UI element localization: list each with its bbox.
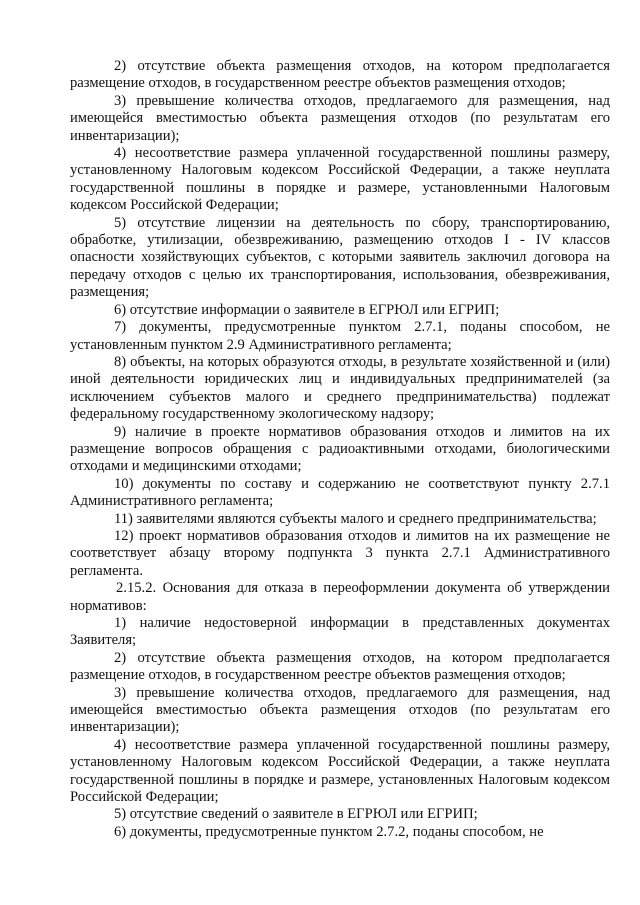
list-item: 4) несоответствие размера уплаченной государственной пошлины размеру, установленному Налоговым кодексом Российской Федерации, а также неуплата государственной пошлины в порядке и размере, установленными Налоговым кодексом Российской Федерации; (70, 145, 610, 214)
list-item: 6) отсутствие информации о заявителе в ЕГРЮЛ или ЕГРИП; (114, 301, 500, 318)
list-item: 7) документы, предусмотренные пунктом 2.7.1, поданы способом, не установленным пунктом 2.9 Административного регламента; (70, 319, 610, 353)
list-item: 10) документы по составу и содержанию не соответствуют пункту 2.7.1 Административного регламента; (70, 475, 610, 510)
list-item: 2) отсутствие объекта размещения отходов, на котором предполагается размещение отходов, в государственном реестре объектов размещения отходов; (70, 58, 610, 92)
section-heading: 2.15.2. Основания для отказа в переоформлении документа об утверждении нормативов: (70, 580, 610, 614)
list-item: 5) отсутствие лицензии на деятельность по сбору, транспортированию, обработке, утилизации, обезвреживанию, размещению отходов I - IV классов опасности хозяйствующих субъектов, с которыми заявитель заключил договора на передачу отходов с целью их транспортирования, использования, обезвреживания, размещения; (70, 214, 610, 301)
list-item: 11) заявителями являются субъекты малого и среднего предпринимательства; (114, 510, 597, 527)
list-item: 5) отсутствие сведений о заявителе в ЕГРЮЛ или ЕГРИП; (114, 806, 478, 823)
list-item: 9) наличие в проекте нормативов образования отходов и лимитов на их размещение вопросов обращения с радиоактивными отходами, биологическими отходами и медицинскими отходами; (70, 423, 610, 475)
list-item: 6) документы, предусмотренные пунктом 2.7.2, поданы способом, не (114, 823, 544, 840)
list-item: 12) проект нормативов образования отходов и лимитов на их размещение не соответствует абзацу второму подпункта 3 пункта 2.7.1 Административного регламента. (70, 527, 610, 579)
list-item: 2) отсутствие объекта размещения отходов, на котором предполагается размещение отходов, в государственном реестре объектов размещения отходов; (70, 649, 610, 684)
list-item: 1) наличие недостоверной информации в представленных документах Заявителя; (70, 615, 610, 649)
list-item: 3) превышение количества отходов, предлагаемого для размещения, над имеющейся вместимостью объекта размещения отходов (по результатам его инвентаризации); (70, 92, 610, 144)
list-item: 8) объекты, на которых образуются отходы, в результате хозяйственной и (или) иной деятельности юридических лиц и индивидуальных предпринимателей (за исключением субъектов малого и среднего предпринимательства) подлежат федеральному государственному экологическому надзору; (70, 353, 610, 423)
list-item: 3) превышение количества отходов, предлагаемого для размещения, над имеющейся вместимостью объекта размещения отходов (по результатам его инвентаризации); (70, 684, 610, 736)
list-item: 4) несоответствие размера уплаченной государственной пошлины размеру, установленному Налоговым кодексом Российской Федерации, а также неуплата государственной пошлины в порядке и размере, установленных Налоговым кодексом Российской Федерации; (70, 736, 610, 806)
